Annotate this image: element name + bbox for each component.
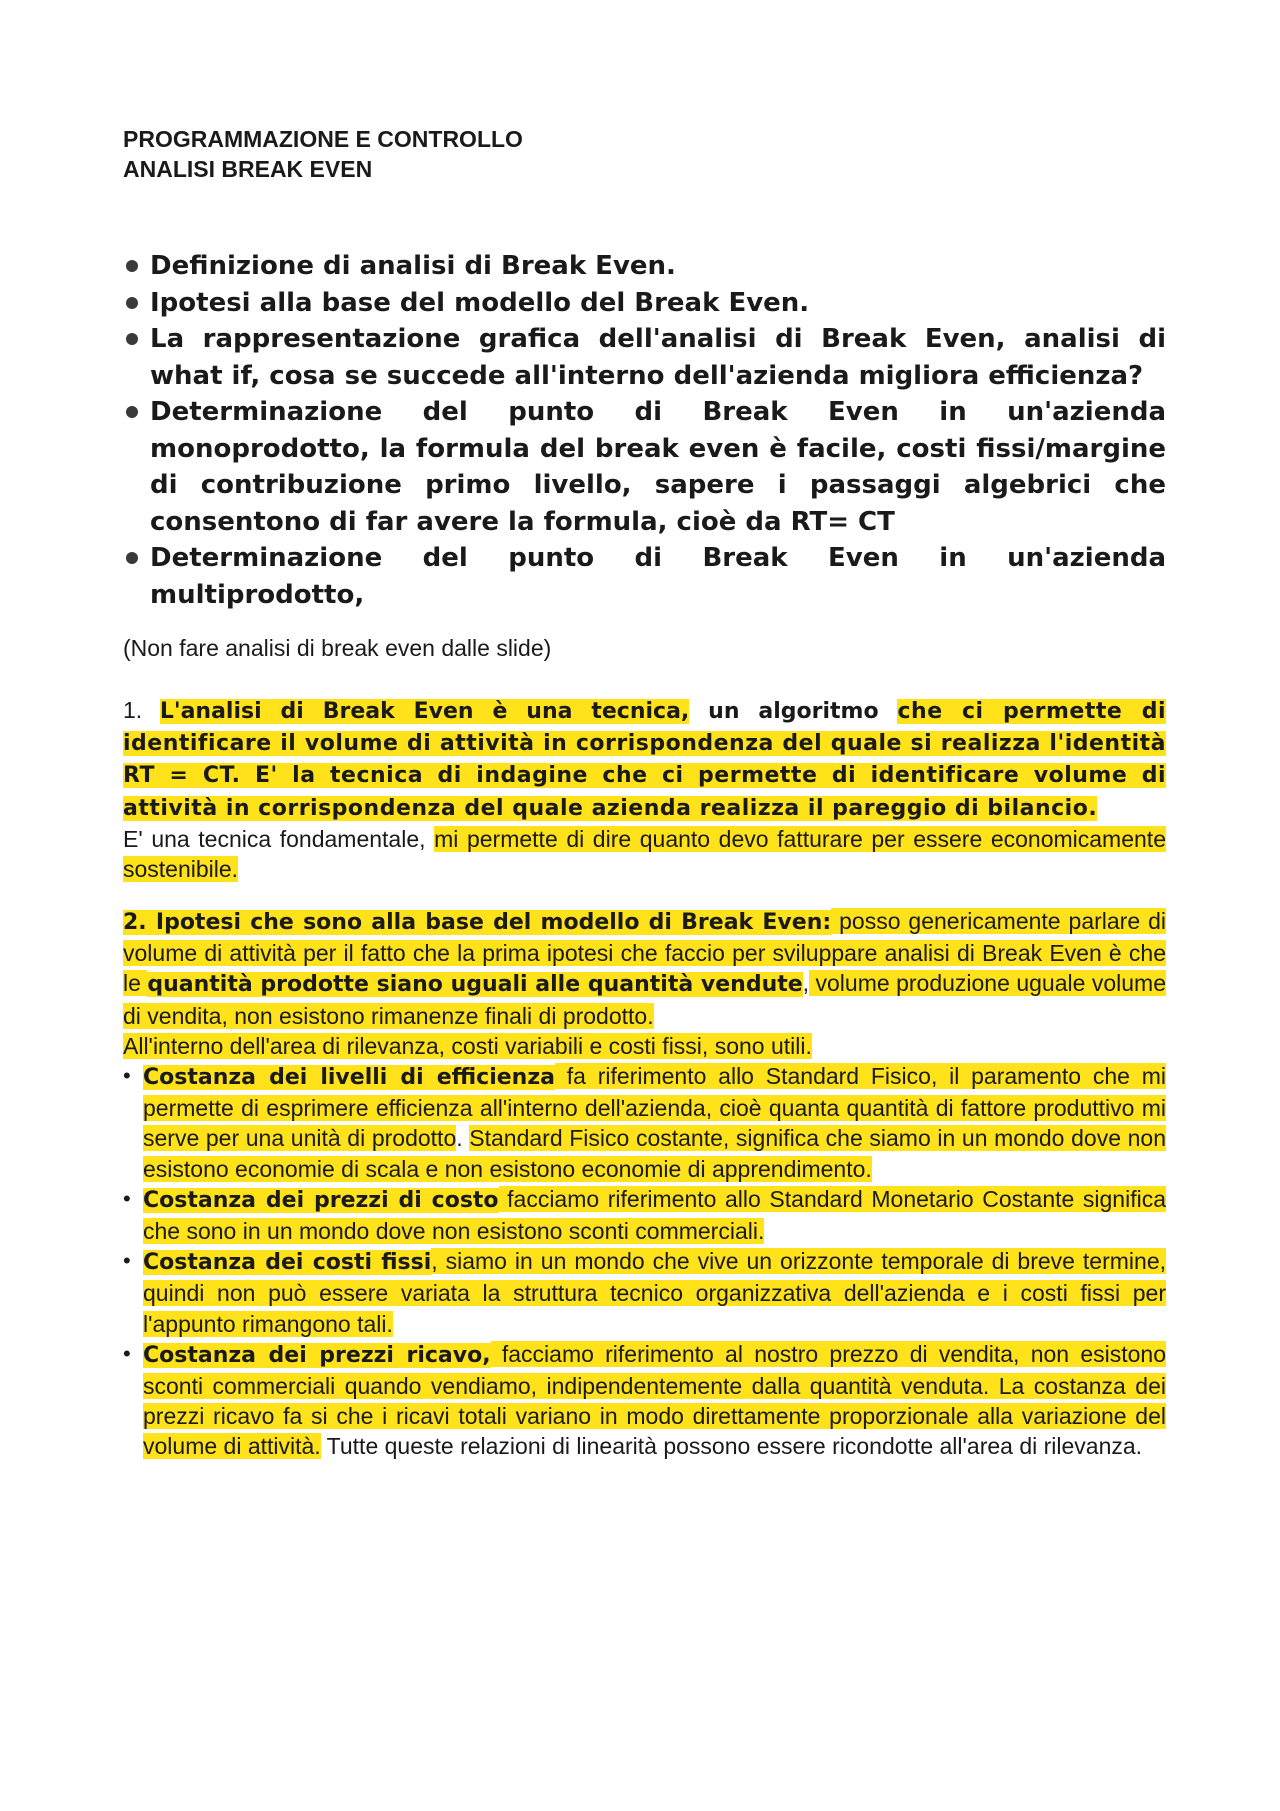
- section-1-middle: un algoritmo: [689, 699, 898, 724]
- assumption-text: facciamo riferimento allo Standard Monetario Costante significa che sono in un mondo dove non esistono sconti commerciali.: [143, 1185, 1166, 1245]
- section-2-intro-a: posso genericamente parlare di volume di attività per il fatto che la prima ipotesi che faccio per sviluppare analisi di Break Even è che le: [123, 908, 1166, 997]
- assumption-item: [123, 1339, 1166, 1462]
- assumption-text: facciamo riferimento al nostro prezzo di vendita, non esistono sconti commerciali quando vendiamo, indipendentemente dalla quantità venduta. La costanza dei prezzi ricavo fa si che i ricavi totali variano in modo direttamente proporzionale alla variazione del volume di attività.: [143, 1340, 1166, 1460]
- assumption-item: [123, 1246, 1166, 1339]
- study-note: (Non fare analisi di break even dalle slide): [123, 635, 552, 661]
- section-2-intro-bold: quantità prodotte siano uguali alle quantità vendute: [147, 972, 803, 998]
- section-1-definition: che ci permette di identificare il volume di attività in corrispondenza del quale si realizza l'identità RT = CT. E' la tecnica di indagine che ci permette di identificare volume di attività in corrispondenza del quale azienda realizza il pareggio di bilancio.: [123, 699, 1166, 821]
- section-1-paragraph-2: [123, 824, 1166, 884]
- section-1-lead: L'analisi di Break Even è una tecnica,: [159, 699, 690, 724]
- section-2-intro-b: volume produzione uguale volume di vendita, non esistono rimanenze finali di prodotto.: [123, 970, 1166, 1029]
- section-2-intro: [123, 906, 1166, 1031]
- assumption-title: Costanza dei prezzi di costo: [143, 1187, 499, 1213]
- assumption-text: , siamo in un mondo che vive un orizzonte temporale di breve termine, quindi non può essere variata la struttura tecnico organizzativa dell'azienda e i costi fissi per l'appunto rimangono tali.: [143, 1248, 1166, 1337]
- assumption-item: [123, 1061, 1166, 1184]
- topic-item: Determinazione del punto di Break Even in un'azienda monoprodotto, la formula del break even è facile, costi fissi/margine di contribuzione primo livello, sapere i passaggi algebrici che consentono di far avere la formula, cioè da RT= CT: [123, 394, 1166, 540]
- topic-title: ANALISI BREAK EVEN: [123, 156, 373, 182]
- topic-item: Determinazione del punto di Break Even in un'azienda multiprodotto,: [123, 540, 1166, 613]
- assumption-sep: .: [456, 1125, 470, 1152]
- assumption-text-plain: Tutte queste relazioni di linearità possono essere ricondotte all'area di rilevanza.: [320, 1433, 1143, 1460]
- section-2-relevance: [123, 1031, 1166, 1061]
- assumption-title: Costanza dei prezzi ricavo,: [143, 1342, 491, 1368]
- assumption-title: Costanza dei livelli di efficienza: [143, 1065, 555, 1091]
- assumption-item: [123, 1184, 1166, 1246]
- section-2-intro-c: All'interno dell'area di rilevanza, costi variabili e costi fissi, sono utili.: [123, 1032, 812, 1059]
- topics-list: [123, 248, 1166, 613]
- section-1-paragraph-1: [123, 695, 1166, 824]
- section-2: [123, 906, 1166, 1462]
- topic-item: La rappresentazione grafica dell'analisi di Break Even, analisi di what if, cosa se succede all'interno dell'azienda migliora efficienza?: [123, 321, 1166, 394]
- section-1-number: 1.: [123, 697, 160, 723]
- section-1: [123, 695, 1166, 884]
- assumptions-list: [123, 1061, 1166, 1462]
- section-1-para2-plain: E' una tecnica fondamentale,: [123, 825, 435, 852]
- assumption-text: fa riferimento allo Standard Fisico, il paramento che mi permette di esprimere efficienza all'interno dell'azienda, cioè quanta quantità di fattore produttivo mi serve per una unità di prodotto: [143, 1063, 1166, 1152]
- document-header: [123, 124, 1163, 184]
- section-2-intro-comma: ,: [802, 970, 810, 997]
- section-1-para2-highlight: mi permette di dire quanto devo fatturare per essere economicamente sostenibile.: [123, 825, 1166, 883]
- section-2-title: 2. Ipotesi che sono alla base del modello di Break Even:: [123, 910, 832, 935]
- topic-item: Ipotesi alla base del modello del Break Even.: [123, 285, 1166, 322]
- assumption-text: Standard Fisico costante, significa che siamo in un mondo dove non esistono economie di scala e non esistono economie di apprendimento.: [143, 1125, 1166, 1182]
- topic-item: Definizione di analisi di Break Even.: [123, 248, 1166, 285]
- assumption-title: Costanza dei costi fissi: [143, 1250, 432, 1276]
- course-title: PROGRAMMAZIONE E CONTROLLO: [123, 126, 523, 152]
